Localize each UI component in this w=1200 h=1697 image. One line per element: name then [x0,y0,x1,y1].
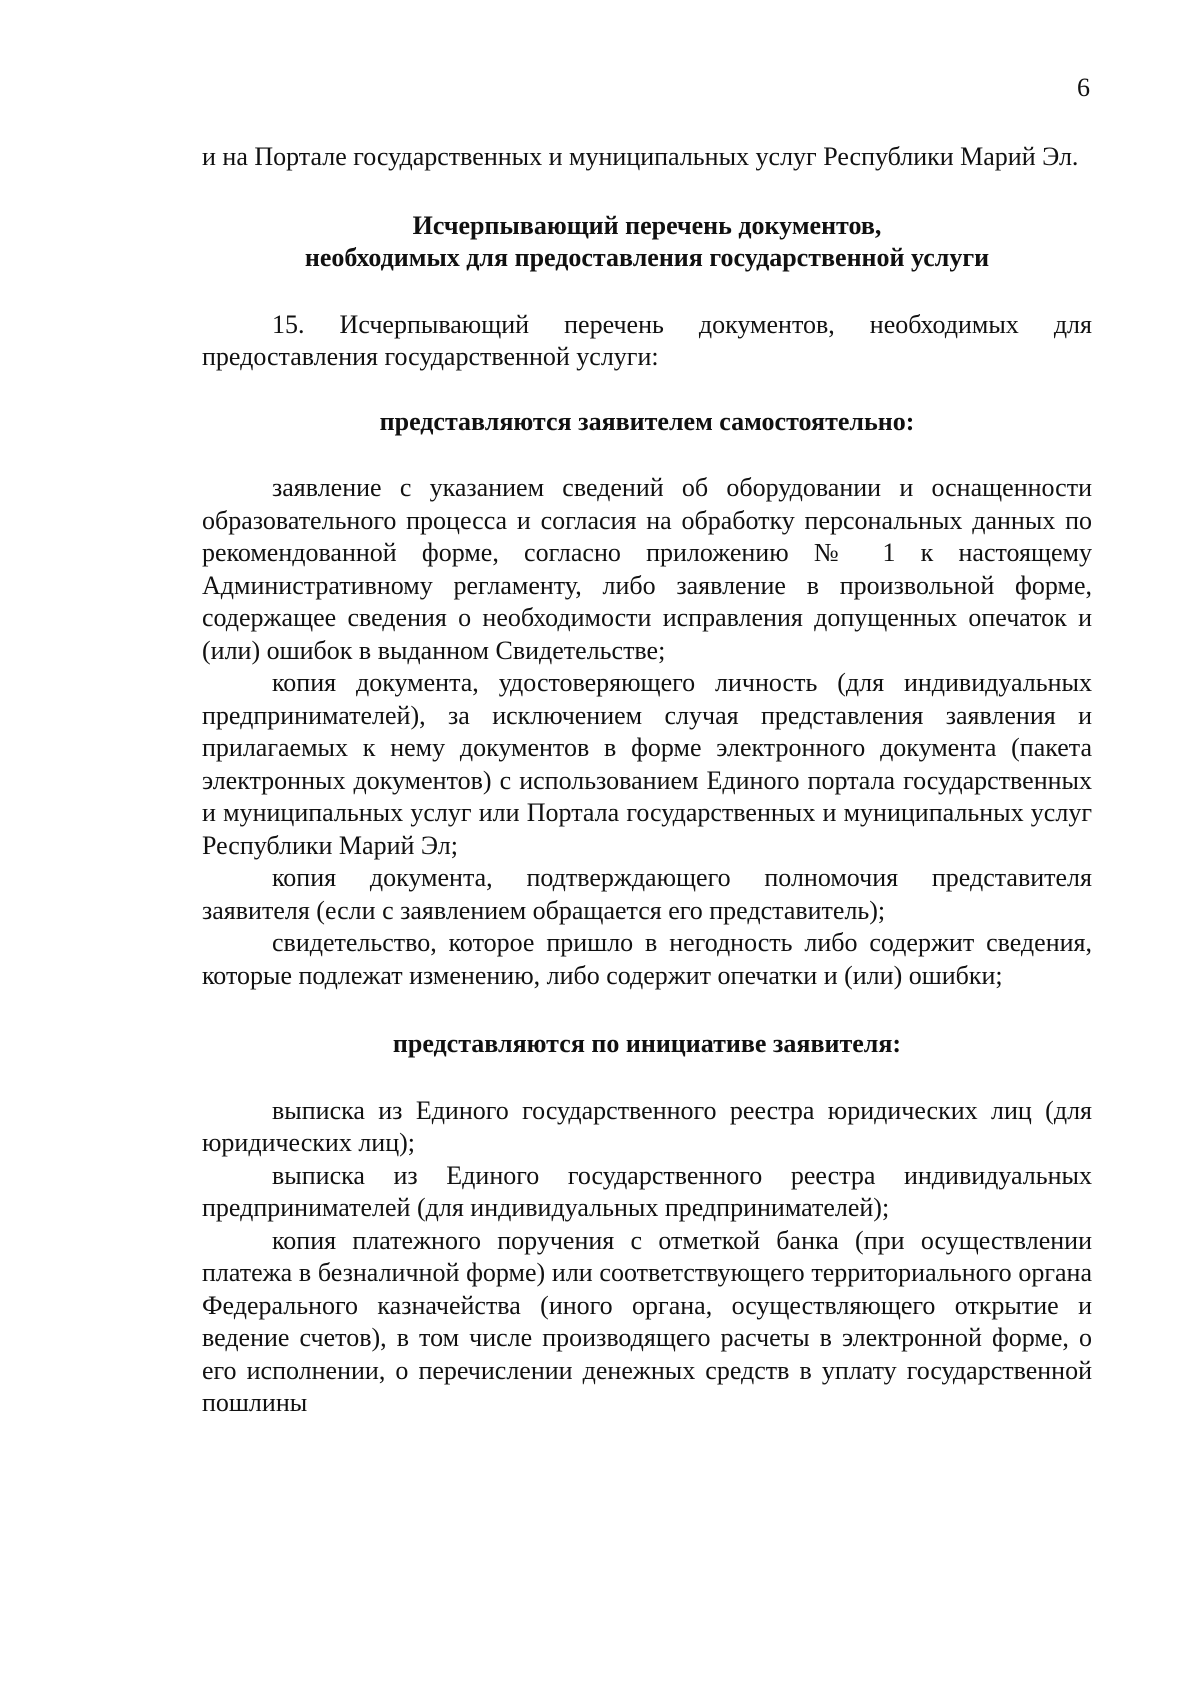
self-submitted-item: копия документа, удостоверяющего личность (для индивидуальных предпринимателей), за исключением случая представления заявления и прилагаемых к нему документов в форме электронного документа (пакета электронных документов) с использованием Единого портала государственных и муниципальных услуг или Портала государственных и муниципальных услуг Республики Марий Эл; [202,668,1092,860]
intro-paragraph: и на Портале государственных и муниципальных услуг Республики Марий Эл. [202,142,1079,171]
initiative-submitted-heading: представляются по инициативе заявителя: [392,1029,902,1058]
self-submitted-item: копия документа, подтверждающего полномочия представителя заявителя (если с заявлением обращается его представитель); [202,863,1092,925]
section-heading-line-2: необходимых для предоставления государственной услуги [304,243,990,272]
document-body [202,141,1092,1420]
self-submitted-item: свидетельство, которое пришло в негодность либо содержит сведения, которые подлежат изменению, либо содержит опечатки и (или) ошибки; [202,928,1092,990]
self-submitted-item: заявление с указанием сведений об оборудовании и оснащенности образовательного процесса и согласия на обработку персональных данных по рекомендованной форме, согласно приложению № 1 к настоящему Административному регламенту, либо заявление в произвольной форме, содержащее сведения о необходимости исправления допущенных опечаток и (или) ошибок в выданном Свидетельстве; [202,473,1092,665]
initiative-submitted-item: выписка из Единого государственного реестра индивидуальных предпринимателей (для индивидуальных предпринимателей); [202,1160,1092,1222]
page-number: 6 [1077,73,1090,102]
item-15-paragraph: 15. Исчерпывающий перечень документов, необходимых для предоставления государственной услуги: [202,309,1092,371]
section-heading-line-1: Исчерпывающий перечень документов, [412,210,882,240]
self-submitted-heading: представляются заявителем самостоятельно: [379,406,915,436]
initiative-submitted-item: выписка из Единого государственного реестра юридических лиц (для юридических лиц); [202,1095,1092,1157]
section-heading [202,210,1092,275]
initiative-submitted-item: копия платежного поручения с отметкой банка (при осуществлении платежа в безналичной форме) или соответствующего территориального органа Федерального казначейства (иного органа, осуществляющего открытие и ведение счетов), в том числе производящего расчеты в электронной форме, о его исполнении, о перечислении денежных средств в уплату государственной пошлины [202,1225,1092,1417]
